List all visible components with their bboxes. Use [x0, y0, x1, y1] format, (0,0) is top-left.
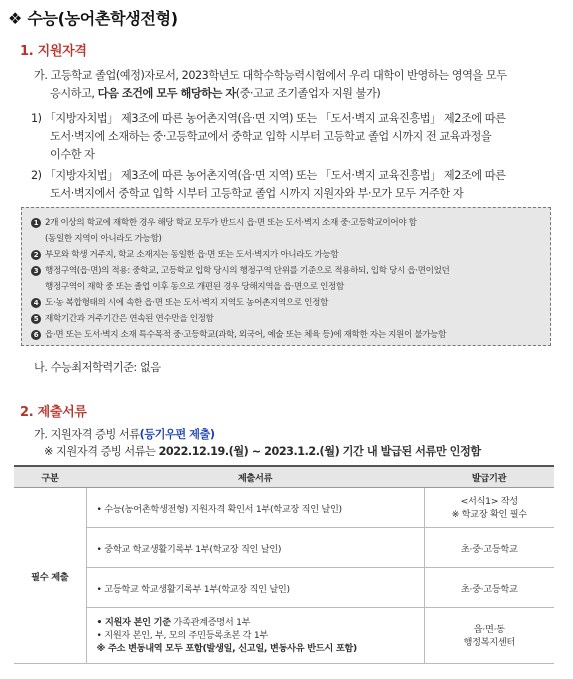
condition-2-line1: 2) 「지방자치법」 제3조에 따른 농어촌지역(읍·면 지역) 또는 「도서·벽지 교육진흥법」 제2조에 따른 [31, 169, 506, 182]
eligibility-ga-line2 [50, 85, 380, 102]
document-cell [86, 608, 424, 664]
note-1-cont: (동일한 지역이 아니라도 가능함) [45, 234, 162, 244]
documents-table [14, 465, 554, 664]
note-3-cont: 행정구역이 재학 중 또는 졸업 이후 동으로 개편된 경우 당해지역을 읍·면으로 인정함 [45, 282, 344, 292]
note-number-badge: 2 [31, 250, 41, 260]
doc-line1-bold: • 지원자 본인 기준 [96, 617, 171, 628]
documents-date-note [44, 443, 481, 460]
table-row [14, 528, 554, 568]
issuer-cell [424, 608, 554, 664]
note-text: 읍·면 또는 도서·벽지 소재 특수목적 중·고등학교(과학, 외국어, 예술 또는 체육 등)에 재학한 자는 지원이 불가능함 [45, 330, 447, 340]
documents-ga-pre: 가. 지원자격 증빙 서류 [34, 428, 140, 441]
condition-1-line1: 1) 「지방자치법」 제3조에 따른 농어촌지역(읍·면 지역) 또는 「도서·벽지 교육진흥법」 제2조에 따른 [31, 112, 506, 125]
ga-line2-post: (중·고교 조기졸업자 지원 불가) [235, 87, 381, 100]
note-number-badge: 5 [31, 314, 41, 324]
notes-box [21, 207, 551, 346]
note-3 [31, 264, 449, 276]
ga-line2-bold: 다음 조건에 모두 해당하는 자 [97, 87, 236, 100]
issuer-cell: 초·중·고등학교 [424, 568, 554, 608]
condition-1-line2: 도서·벽지에 소재하는 중·고등학교에서 중학교 입학 시부터 고등학교 졸업 시까지 전 교육과정을 [50, 130, 492, 143]
section-heading-eligibility: 1. 지원자격 [20, 44, 87, 59]
documents-ga-line [34, 426, 215, 443]
issuer-line2: ※ 학교장 확인 필수 [451, 508, 527, 520]
issuer-cell [424, 488, 554, 528]
eligibility-ga-line1: 가. 고등학교 졸업(예정)자로서, 2023학년도 대학수학능력시험에서 우리 대학이 반영하는 영역을 모두 [34, 69, 507, 82]
note-text: 행정구역(읍·면)의 적용: 중학교, 고등학교 입학 당시의 행정구역 단위를 기준으로 적용하되, 입학 당시 읍·면이었던 [45, 266, 450, 276]
date-note-pre: ※ 지원자격 증빙 서류는 [44, 445, 159, 458]
note-number-badge: 4 [31, 298, 41, 308]
note-1 [31, 216, 417, 228]
table-row [14, 608, 554, 664]
document-cell: • 고등학교 학교생활기록부 1부(학교장 직인 날인) [86, 568, 424, 608]
note-text: 부모와 학생 거주지, 학교 소재지는 동일한 읍·면 또는 도서·벽지가 아니라도 가능함 [45, 250, 339, 260]
section-heading-documents: 2. 제출서류 [20, 405, 87, 420]
ga-line2-pre: 응시하고, [50, 87, 98, 100]
doc-line3: ※ 주소 변동내역 모두 포함(발생일, 신고일, 변동사유 반드시 포함) [96, 643, 357, 654]
doc-line2: • 지원자 본인, 부, 모의 주민등록초본 각 1부 [96, 630, 268, 641]
header-category: 구분 [14, 466, 86, 488]
note-2 [31, 248, 338, 260]
issuer-line2: 행정복지센터 [463, 636, 515, 648]
issuer-line1: 읍·면·동 [473, 623, 505, 635]
note-5 [31, 312, 214, 324]
doc-line1 [97, 616, 424, 629]
note-6 [31, 328, 446, 340]
document-cell: • 중학교 학교생활기록부 1부(학교장 직인 날인) [86, 528, 424, 568]
note-number-badge: 3 [31, 266, 41, 276]
table-row [14, 488, 554, 528]
registered-mail-highlight: (등기우편 제출) [139, 428, 215, 441]
date-note-bold: 2022.12.19.(월) ~ 2023.1.2.(월) 기간 내 발급된 서류만 인정함 [158, 445, 481, 458]
note-text: 도·농 복합형태의 시에 속한 읍·면 또는 도서·벽지 지역도 농어촌지역으로 인정함 [45, 298, 329, 308]
page-title: ❖ 수능(농어촌학생전형) [8, 9, 178, 28]
document-cell: • 수능(농어촌학생전형) 지원자격 확인서 1부(학교장 직인 날인) [86, 488, 424, 528]
header-document: 제출서류 [86, 466, 424, 488]
note-4 [31, 296, 328, 308]
note-number-badge: 1 [31, 218, 41, 228]
note-text: 2개 이상의 학교에 재학한 경우 해당 학교 모두가 반드시 읍·면 또는 도서·벽지 소재 중·고등학교이어야 함 [45, 218, 417, 228]
note-number-badge: 6 [31, 330, 41, 340]
table-row [14, 568, 554, 608]
doc-line1-rest: 가족관계증명서 1부 [170, 617, 251, 628]
condition-1-line3: 이수한 자 [50, 148, 95, 161]
issuer-line1: <서식1> 작성 [460, 495, 518, 507]
note-text: 재학기간과 거주기간은 연속된 연수만을 인정함 [45, 314, 214, 324]
condition-2-line2: 도서·벽지에서 중학교 입학 시부터 고등학교 졸업 시까지 지원자와 부·모가 모두 거주한 자 [50, 187, 464, 200]
minimum-score-line: 나. 수능최저학력기준: 없음 [34, 361, 161, 374]
issuer-cell: 초·중·고등학교 [424, 528, 554, 568]
category-cell: 필수 제출 [14, 488, 86, 664]
header-issuer: 발급기관 [424, 466, 554, 488]
